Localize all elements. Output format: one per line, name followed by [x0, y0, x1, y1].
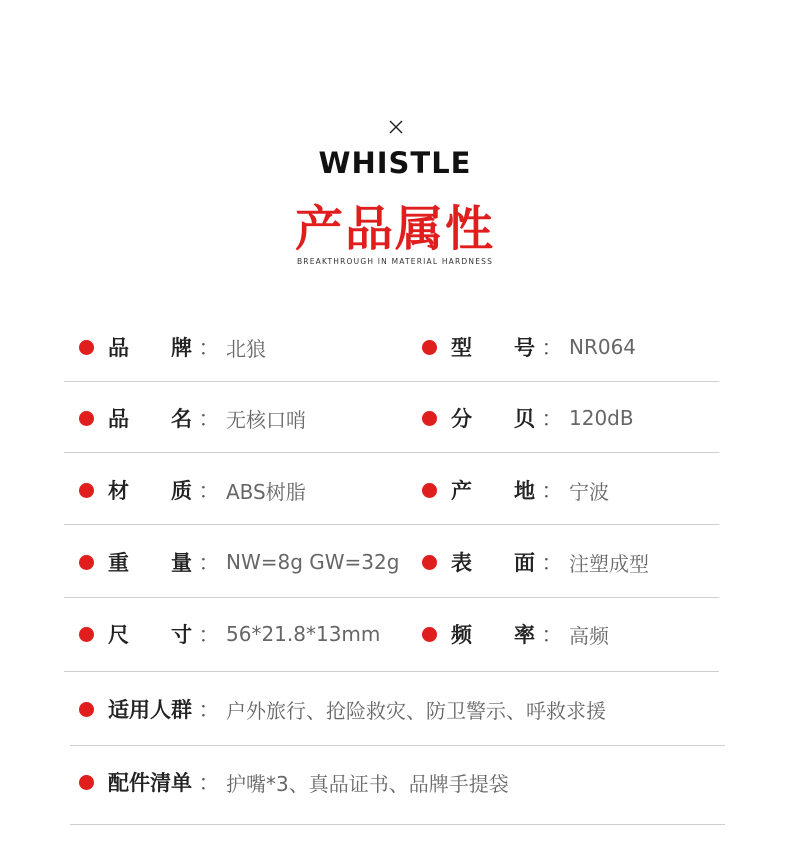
spec-label: 适用人群: [108, 698, 192, 722]
spec-value: 120dB: [569, 406, 634, 430]
spec-item: [79, 327, 266, 367]
bullet-dot-icon: [79, 483, 94, 498]
spec-label: 产 地: [451, 479, 535, 503]
spec-row: [0, 327, 790, 367]
spec-item: [422, 327, 636, 367]
bullet-dot-icon: [79, 340, 94, 355]
spec-label: 频 率: [451, 623, 535, 647]
spec-item: [422, 398, 634, 438]
bullet-dot-icon: [422, 627, 437, 642]
divider: [70, 824, 725, 825]
colon: ：: [198, 771, 220, 795]
divider: [64, 524, 719, 525]
spec-label: 品 名: [108, 407, 192, 431]
brand-name: WHISTLE: [318, 146, 472, 180]
spec-value: 护嘴*3、真品证书、品牌手提袋: [226, 771, 509, 796]
spec-value: NW=8g GW=32g: [226, 550, 400, 574]
bullet-dot-icon: [422, 483, 437, 498]
divider: [64, 597, 719, 598]
spec-value: 注塑成型: [569, 551, 649, 576]
spec-row-wide: [0, 762, 790, 802]
spec-label: 材 质: [108, 479, 192, 503]
page-title: 产品属性: [294, 201, 495, 257]
spec-value: 56*21.8*13mm: [226, 622, 381, 646]
spec-label: 尺 寸: [108, 623, 192, 647]
colon: ：: [198, 551, 220, 575]
spec-label: 表 面: [451, 551, 535, 575]
divider: [64, 671, 719, 672]
colon: ：: [198, 698, 220, 722]
spec-row: [0, 614, 790, 654]
bullet-dot-icon: [422, 555, 437, 570]
spec-item: [79, 689, 606, 729]
spec-value: 无核口哨: [226, 407, 306, 432]
colon: ：: [541, 479, 563, 503]
spec-item: [422, 542, 649, 582]
spec-value: 宁波: [569, 479, 609, 504]
bullet-dot-icon: [79, 702, 94, 717]
colon: ：: [541, 336, 563, 360]
spec-value: 北狼: [226, 336, 266, 361]
bullet-dot-icon: [422, 340, 437, 355]
spec-item: [79, 614, 380, 654]
spec-value: 户外旅行、抢险救灾、防卫警示、呼救求援: [226, 698, 606, 723]
bullet-dot-icon: [79, 411, 94, 426]
spec-row: [0, 542, 790, 582]
colon: ：: [541, 623, 563, 647]
spec-label: 重 量: [108, 551, 192, 575]
spec-item: [422, 614, 609, 654]
spec-item: [79, 762, 509, 802]
bullet-dot-icon: [422, 411, 437, 426]
spec-label: 品 牌: [108, 336, 192, 360]
spec-item: [79, 398, 306, 438]
spec-row: [0, 470, 790, 510]
spec-value: 高频: [569, 623, 609, 648]
colon: ：: [198, 479, 220, 503]
spec-value: NR064: [569, 335, 637, 359]
colon: ：: [198, 623, 220, 647]
spec-item: [79, 470, 306, 510]
colon: ：: [198, 336, 220, 360]
spec-item: [422, 470, 609, 510]
spec-row-wide: [0, 689, 790, 729]
colon: ：: [198, 407, 220, 431]
spec-label: 分 贝: [451, 407, 535, 431]
close-x-icon: [387, 118, 405, 136]
bullet-dot-icon: [79, 555, 94, 570]
page-subtitle: BREAKTHROUGH IN MATERIAL HARDNESS: [296, 257, 494, 266]
spec-label: 型 号: [451, 336, 535, 360]
divider: [64, 381, 719, 382]
colon: ：: [541, 551, 563, 575]
bullet-dot-icon: [79, 775, 94, 790]
divider: [64, 452, 719, 453]
spec-item: [79, 542, 399, 582]
divider: [70, 745, 725, 746]
spec-row: [0, 398, 790, 438]
spec-label: 配件清单: [108, 771, 192, 795]
colon: ：: [541, 407, 563, 431]
bullet-dot-icon: [79, 627, 94, 642]
spec-value: ABS树脂: [226, 479, 306, 504]
